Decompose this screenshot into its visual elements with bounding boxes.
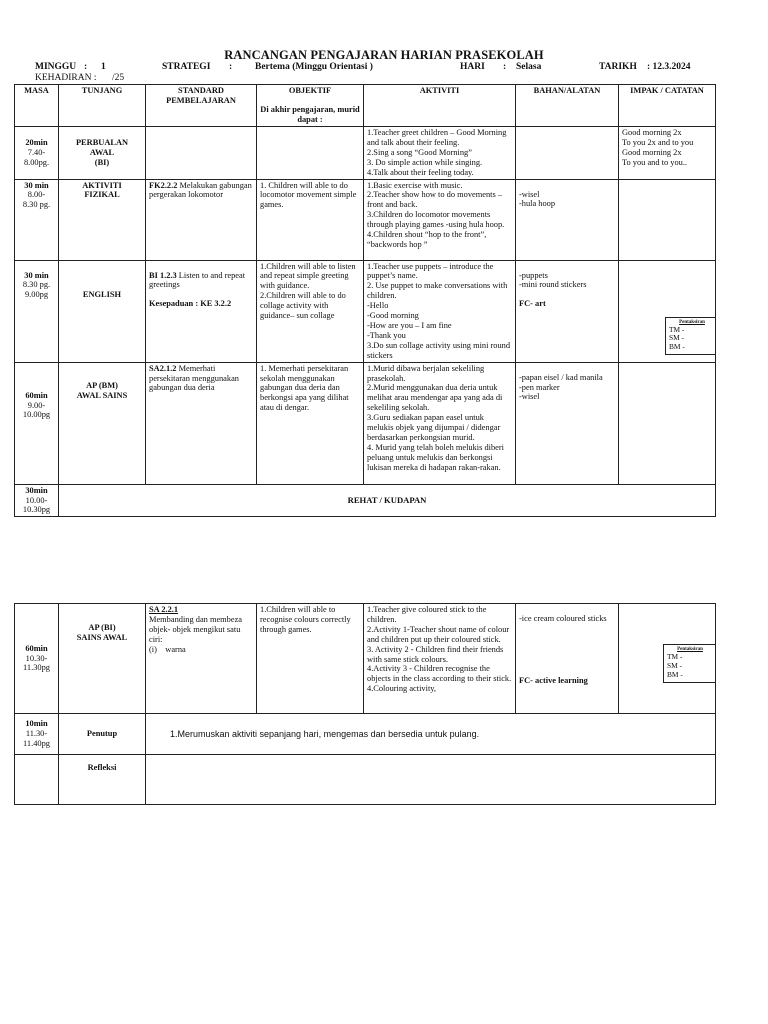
bahan-cell	[516, 604, 619, 714]
masa-cell	[15, 362, 59, 484]
tunjang-line: SAINS AWAL	[76, 632, 128, 642]
masa-time: 11.40pg	[23, 738, 50, 748]
aktiviti-line: -How are you – I am fine	[367, 320, 452, 330]
pentaksiran-item: BM -	[667, 669, 683, 679]
masa-cell	[15, 484, 59, 517]
pentaksiran-heading: Pentaksiran	[677, 647, 703, 652]
col-masa: MASA	[15, 85, 59, 127]
masa-time: 10.30pg	[22, 505, 51, 515]
aktiviti-line: -Good morning	[367, 311, 419, 321]
standard-cell	[146, 127, 257, 180]
standard-text: Melakukan gabungan pergerakan lokomotor	[149, 180, 252, 200]
tunjang-cell	[59, 127, 146, 180]
aktiviti-line: 1.Teacher give coloured stick to the children.	[367, 605, 487, 624]
masa-cell	[15, 127, 59, 180]
strategi-value: Bertema (Minggu Orientasi )	[255, 62, 373, 72]
aktiviti-cell	[364, 260, 516, 362]
col-objektif	[257, 85, 364, 127]
impak-line: Good morning 2x	[622, 147, 682, 157]
impak-cell	[619, 362, 716, 484]
pentaksiran-item: SM -	[669, 333, 684, 343]
rehat-row	[15, 484, 716, 517]
tunjang-line: (BI)	[94, 157, 110, 167]
document-title: RANCANGAN PENGAJARAN HARIAN PRASEKOLAH	[224, 48, 544, 62]
masa-time: 10.30-	[25, 653, 48, 663]
tunjang-line: AP (BI)	[88, 623, 116, 632]
standard-code: FK2.2.2	[149, 180, 178, 190]
objektif-line: 1.Children will able to recognise colours correctly through games.	[260, 605, 351, 634]
minggu-colon: :	[84, 62, 88, 72]
minggu-value: 1	[101, 62, 106, 72]
objektif-subheading: Di akhir pengajaran, murid dapat :	[260, 104, 360, 124]
impak-cell	[619, 127, 716, 180]
impak-cell	[619, 604, 716, 714]
aktiviti-line: 4. Murid yang telah boleh melukis diberi peluang untuk melukis dan berkongsi lukisan mereka di hadapan rakan-rakan.	[367, 442, 504, 472]
aktiviti-line: 2. Use puppet to make conversations with children.	[367, 281, 508, 301]
masa-duration: 20min	[25, 137, 48, 147]
aktiviti-line: 4.Children shout “hop to the front”, “backwords hop ”	[367, 230, 487, 249]
tunjang-cell	[59, 604, 146, 714]
bahan-cell	[516, 179, 619, 260]
objektif-cell	[257, 604, 364, 714]
bahan-line: -wisel	[519, 392, 540, 402]
aktiviti-line: 2.Sing a song “Good Morning”	[367, 147, 472, 157]
tarikh-label: TARIKH	[599, 62, 637, 72]
standard-cell	[146, 604, 257, 714]
hari-colon: :	[503, 62, 507, 72]
lesson-plan-table	[14, 84, 716, 517]
aktiviti-line: 3.Do sun collage activity using mini round stickers	[367, 340, 511, 360]
tunjang-line: AWAL	[89, 147, 115, 157]
impak-line: To you and to you..	[622, 157, 688, 167]
masa-time: 11.30pg	[23, 663, 50, 673]
pentaksiran-item: SM -	[667, 660, 682, 670]
objektif-heading: OBJEKTIF	[288, 86, 332, 95]
masa-cell	[15, 755, 59, 805]
bahan-cell	[516, 260, 619, 362]
strategi-colon: :	[229, 62, 233, 72]
bahan-line: -ice cream coloured sticks	[519, 614, 607, 623]
bahan-line: -pen marker	[519, 382, 560, 392]
standard-text: Memerhati persekitaran menggunakan gabungan dua deria	[149, 363, 239, 393]
aktiviti-line: 1.Teacher greet children – Good Morning and talk about their feeling.	[367, 128, 507, 147]
tarikh-value: : 12.3.2024	[647, 62, 691, 72]
bahan-fc: FC- art	[519, 299, 546, 309]
pentaksiran-item: TM -	[669, 324, 685, 334]
bahan-line: -papan eisel / kad manila	[519, 372, 603, 382]
table-row	[15, 604, 716, 714]
refleksi-row	[15, 755, 716, 805]
penutup-row	[15, 714, 716, 755]
refleksi-content	[146, 755, 716, 805]
bahan-cell	[516, 362, 619, 484]
bahan-cell	[516, 127, 619, 180]
col-impak: IMPAK / CATATAN	[619, 85, 716, 127]
objektif-cell	[257, 127, 364, 180]
objektif-cell	[257, 362, 364, 484]
pentaksiran-box	[665, 317, 716, 356]
tunjang-cell	[59, 179, 146, 260]
masa-time: 11.30-	[25, 729, 48, 739]
standard-cell	[146, 362, 257, 484]
standard-cell	[146, 260, 257, 362]
aktiviti-line: 2.Teacher show how to do movements – front and back.	[367, 190, 503, 210]
masa-time: 9.00pg	[24, 290, 49, 300]
impak-cell	[619, 179, 716, 260]
tunjang-line: AP (BM)	[86, 380, 118, 390]
pentaksiran-heading: Pentaksiran	[679, 319, 705, 325]
bahan-line: -mini round stickers	[519, 280, 587, 290]
col-tunjang: TUNJANG	[59, 85, 146, 127]
aktiviti-line: 3. Do simple action while singing.	[367, 157, 483, 167]
tunjang-cell	[59, 260, 146, 362]
aktiviti-line: 1.Teacher use puppets – introduce the puppet’s name.	[367, 261, 494, 281]
aktiviti-cell	[364, 179, 516, 260]
aktiviti-line: 2.Murid menggunakan dua deria untuk melihat arau mendengar apa yang ada di sekeliling sekolah.	[367, 383, 503, 413]
hari-value: Selasa	[516, 62, 542, 72]
bahan-line: -hula hoop	[519, 199, 556, 209]
kesepaduan-label: Kesepaduan	[149, 299, 194, 309]
masa-duration: 10min	[25, 719, 48, 729]
bahan-line: -wisel	[519, 189, 540, 199]
table-header-row	[15, 85, 716, 127]
aktiviti-cell	[364, 604, 516, 714]
col-aktiviti: AKTIVITI	[364, 85, 516, 127]
masa-time: 8.00-	[27, 190, 46, 200]
pentaksiran-item: TM -	[667, 652, 683, 661]
aktiviti-line: 3.Children do locomotor movements through playing games -using hula hoop.	[367, 210, 505, 230]
bahan-line: -puppets	[519, 270, 548, 280]
masa-cell	[15, 179, 59, 260]
col-bahan: BAHAN/ALATAN	[516, 85, 619, 127]
standard-cell	[146, 179, 257, 260]
lesson-plan-table-2	[14, 603, 716, 805]
objektif-line: 2.Children will able to do collage activity with guidance– sun collage	[260, 291, 346, 321]
masa-duration: 30 min	[24, 180, 49, 190]
aktiviti-line: 3. Activity 2 - Children find their friends with same stick colours.	[367, 644, 504, 664]
aktiviti-line: 1.Murid dibawa berjalan sekeliling prasekolah.	[367, 363, 485, 383]
standard-text: Membanding dan membeza objek- objek mengikut satu ciri:	[149, 614, 243, 644]
objektif-line: 1. Children will able to do locomotor movement simple games.	[260, 180, 357, 210]
masa-time: 10.00-	[25, 495, 48, 505]
tunjang-line: ENGLISH	[82, 289, 122, 299]
aktiviti-cell	[364, 127, 516, 180]
tunjang-line: AWAL SAINS	[76, 390, 128, 400]
table-row	[15, 362, 716, 484]
bahan-fc: FC- active learning	[519, 675, 588, 685]
masa-time: 7.40-	[27, 147, 46, 157]
aktiviti-line: 1.Basic exercise with music.	[367, 180, 463, 190]
penutup-label: Penutup	[59, 714, 146, 755]
strategi-label: STRATEGI	[162, 62, 211, 72]
masa-cell	[15, 604, 59, 714]
masa-time: 10.00pg	[22, 410, 51, 420]
objektif-cell	[257, 260, 364, 362]
tunjang-line: FIZIKAL	[84, 190, 120, 200]
objektif-line: 1. Memerhati persekitaran sekolah menggunakan gabungan dua deria dan berkongsi apa yang dilihat atau di dengar.	[260, 363, 349, 413]
masa-cell	[15, 260, 59, 362]
masa-duration: 30min	[25, 485, 48, 495]
masa-duration: 30 min	[24, 270, 49, 280]
objektif-cell	[257, 179, 364, 260]
tunjang-line: PERBUALAN	[75, 137, 129, 147]
aktiviti-line: 4.Activity 3 - Children recognise the objects in the class according to their stick.	[367, 664, 512, 684]
standard-code: SA 2.2.1	[149, 605, 179, 614]
table-row	[15, 127, 716, 180]
masa-cell	[15, 714, 59, 755]
aktiviti-line: 4.Colouring activity,	[367, 684, 437, 694]
masa-time: 8.30 pg.	[22, 200, 51, 210]
rehat-label: REHAT / KUDAPAN	[59, 484, 716, 517]
aktiviti-line: 4.Talk about their feeling today.	[367, 167, 474, 177]
aktiviti-line: -Thank you	[367, 330, 406, 340]
table-row	[15, 260, 716, 362]
standard-code: SA2.1.2	[149, 363, 177, 373]
refleksi-label: Refleksi	[59, 755, 146, 805]
masa-duration: 60min	[25, 390, 48, 400]
kehadiran-label: KEHADIRAN :	[35, 73, 97, 83]
standard-code: BI 1.2.3	[149, 270, 177, 280]
hari-label: HARI	[460, 62, 485, 72]
minggu-label: MINGGU	[35, 62, 77, 72]
table-row	[15, 179, 716, 260]
kehadiran-value: /25	[112, 73, 125, 83]
masa-time: 9.00-	[27, 400, 46, 410]
masa-time: 8.30 pg.	[22, 280, 51, 290]
col-standard: STANDARD PEMBELAJARAN	[146, 85, 257, 127]
impak-line: Good morning 2x	[622, 128, 682, 137]
aktiviti-line: 3.Guru sediakan papan easel untuk melukis objek yang dijumpai / didengar berdasarkan perkongsian murid.	[367, 413, 501, 442]
masa-duration: 60min	[25, 643, 48, 653]
aktiviti-cell	[364, 362, 516, 484]
standard-text: (i) warna	[149, 644, 186, 654]
standard-text: Listen to and repeat greetings	[149, 270, 246, 290]
impak-cell	[619, 260, 716, 362]
penutup-text: 1.Merumuskan aktiviti sepanjang hari, mengemas dan bersedia untuk pulang.	[146, 714, 716, 755]
kesepaduan-value: : KE 3.2.2	[193, 299, 232, 309]
aktiviti-line: -Hello	[367, 301, 389, 311]
objektif-line: 1.Children will able to listen and repeat simple greeting with guidance.	[260, 261, 356, 291]
tunjang-cell	[59, 362, 146, 484]
aktiviti-line: 2.Activity 1-Teacher shout name of colour and children put up their coloured stick.	[367, 624, 510, 644]
impak-line: To you 2x and to you	[622, 137, 694, 147]
tunjang-line: AKTIVITI	[82, 180, 122, 190]
pentaksiran-item: BM -	[669, 342, 685, 352]
pentaksiran-box	[663, 644, 716, 683]
masa-time: 8.00pg.	[23, 157, 50, 167]
